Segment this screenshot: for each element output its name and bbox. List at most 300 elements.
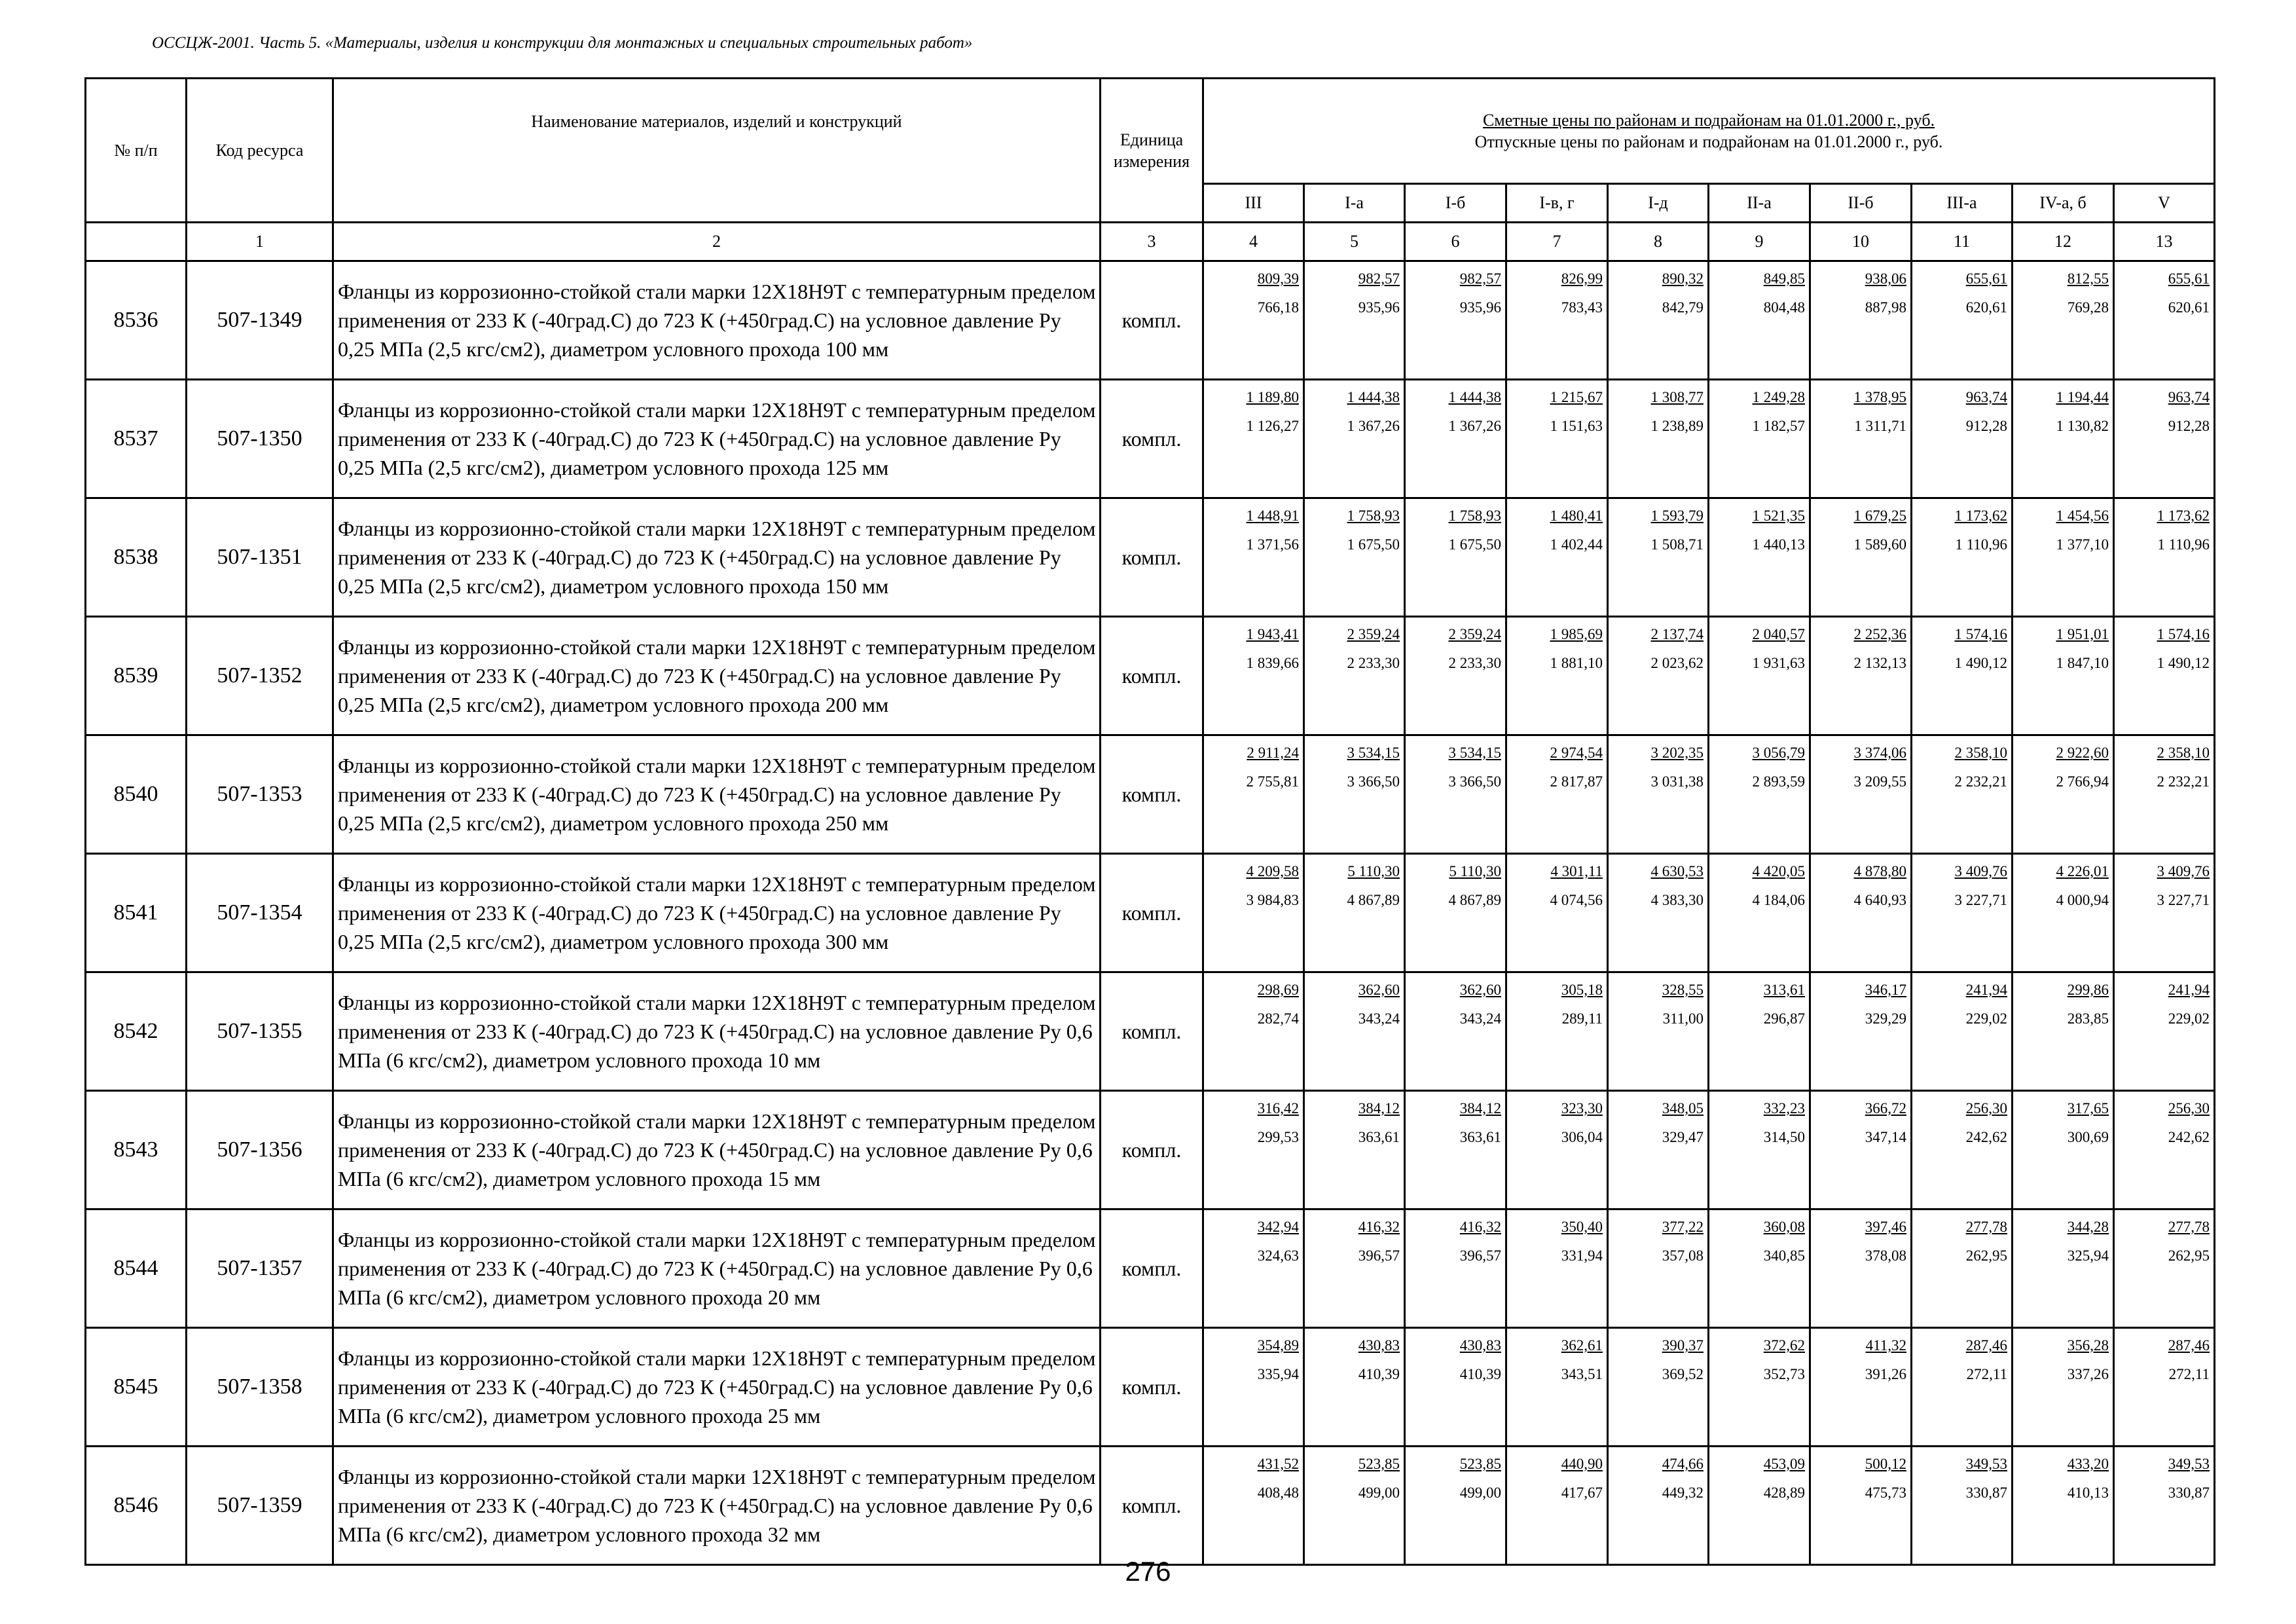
price-cell: [1506, 1447, 1608, 1565]
prices-subtitle: Отпускные цены по районам и подрайонам на 01.01.2000 г., руб.: [1474, 132, 1943, 151]
region-header: I-д: [1608, 184, 1709, 223]
price-cell: [1709, 1447, 1810, 1565]
estimated-price: 3 374,06: [1853, 745, 1906, 761]
release-price: 329,29: [1865, 1010, 1906, 1027]
price-cell: [1506, 1091, 1608, 1209]
price-cell: [1405, 1091, 1506, 1209]
release-price: 620,61: [2168, 299, 2210, 316]
price-cell: [1203, 1209, 1304, 1328]
price-cell: [2114, 1328, 2215, 1447]
unit-of-measure: компл.: [1101, 972, 1203, 1091]
estimated-price: 1 173,62: [2157, 507, 2210, 524]
unit-of-measure: компл.: [1101, 261, 1203, 380]
estimated-price: 1 454,56: [2056, 507, 2109, 524]
estimated-price: 366,72: [1865, 1100, 1906, 1116]
estimated-price: 1 308,77: [1650, 389, 1704, 405]
release-price: 1 371,56: [1246, 536, 1299, 553]
release-price: 396,57: [1358, 1247, 1400, 1264]
price-cell: [1506, 380, 1608, 498]
release-price: 330,87: [1965, 1485, 2007, 1501]
price-cell: [1203, 1091, 1304, 1209]
release-price: 4 867,89: [1347, 892, 1400, 908]
estimated-price: 348,05: [1662, 1100, 1704, 1116]
region-header: I-в, г: [1506, 184, 1608, 223]
region-header: III: [1203, 184, 1304, 223]
price-cell: [1912, 498, 2013, 617]
release-price: 340,85: [1763, 1247, 1805, 1264]
estimated-price: 328,55: [1662, 982, 1704, 998]
item-name: Фланцы из коррозионно-стойкой стали марки 12Х18Н9Т с температурным пределом применения от 233 К (-40град.С) до 723 К (+450град.С) на условное давление Ру 0,25 МПа (2,5 кгс/см2), диаметром условного прохода 200 мм: [333, 617, 1101, 735]
estimated-price: 397,46: [1865, 1219, 1906, 1235]
unit-of-measure: компл.: [1101, 617, 1203, 735]
price-cell: [1506, 735, 1608, 854]
release-price: 242,62: [1965, 1129, 2007, 1145]
release-price: 1 402,44: [1550, 536, 1603, 553]
release-price: 357,08: [1662, 1247, 1704, 1264]
estimated-price: 500,12: [1865, 1456, 1906, 1472]
estimated-price: 354,89: [1257, 1337, 1299, 1354]
price-cell: [2013, 1447, 2114, 1565]
column-number: 3: [1101, 223, 1203, 261]
estimated-price: 849,85: [1763, 270, 1805, 287]
release-price: 299,53: [1257, 1129, 1299, 1145]
estimated-price: 287,46: [1965, 1337, 2007, 1354]
row-number: 8543: [86, 1091, 187, 1209]
region-header: II-б: [1810, 184, 1912, 223]
estimated-price: 2 040,57: [1752, 626, 1805, 642]
price-cell: [1506, 498, 1608, 617]
release-price: 1 508,71: [1650, 536, 1704, 553]
resource-code: 507-1355: [187, 972, 333, 1091]
release-price: 1 110,96: [2157, 536, 2210, 553]
estimated-price: 372,62: [1763, 1337, 1805, 1354]
page-number: 276: [1125, 1556, 1171, 1587]
price-cell: [1810, 617, 1912, 735]
release-price: 331,94: [1561, 1247, 1603, 1264]
price-cell: [1709, 498, 1810, 617]
release-price: 410,39: [1459, 1366, 1501, 1382]
estimated-price: 2 974,54: [1550, 745, 1603, 761]
price-cell: [2114, 1447, 2215, 1565]
release-price: 887,98: [1865, 299, 1906, 316]
estimated-price: 299,86: [2067, 982, 2109, 998]
release-price: 4 640,93: [1853, 892, 1906, 908]
release-price: 4 184,06: [1752, 892, 1805, 908]
release-price: 347,14: [1865, 1129, 1906, 1145]
release-price: 363,61: [1358, 1129, 1400, 1145]
price-cell: [1405, 617, 1506, 735]
estimated-price: 2 252,36: [1853, 626, 1906, 642]
row-number: 8542: [86, 972, 187, 1091]
estimated-price: 1 574,16: [1954, 626, 2007, 642]
estimated-price: 3 409,76: [1954, 863, 2007, 879]
release-price: 2 755,81: [1246, 773, 1299, 790]
col-header-name: Наименование материалов, изделий и конструкций: [333, 79, 1101, 223]
price-cell: [1203, 854, 1304, 972]
release-price: 4 000,94: [2056, 892, 2109, 908]
release-price: 769,28: [2067, 299, 2109, 316]
estimated-price: 344,28: [2067, 1219, 2109, 1235]
estimated-price: 1 189,80: [1246, 389, 1299, 405]
estimated-price: 323,30: [1561, 1100, 1603, 1116]
price-cell: [2114, 735, 2215, 854]
price-cell: [1304, 854, 1405, 972]
estimated-price: 287,46: [2168, 1337, 2210, 1354]
resource-code: 507-1358: [187, 1328, 333, 1447]
price-cell: [1405, 498, 1506, 617]
estimated-price: 362,60: [1459, 982, 1501, 998]
release-price: 1 675,50: [1448, 536, 1501, 553]
estimated-price: 1 444,38: [1448, 389, 1501, 405]
price-cell: [1608, 1328, 1709, 1447]
release-price: 4 867,89: [1448, 892, 1501, 908]
price-cell: [1506, 1328, 1608, 1447]
table-row: [86, 261, 2215, 380]
price-cell: [1405, 1328, 1506, 1447]
estimated-price: 963,74: [2168, 389, 2210, 405]
estimated-price: 2 911,24: [1247, 745, 1299, 761]
price-cell: [1810, 854, 1912, 972]
table-row: [86, 498, 2215, 617]
release-price: 4 074,56: [1550, 892, 1603, 908]
price-cell: [1912, 735, 2013, 854]
estimated-price: 809,39: [1257, 270, 1299, 287]
price-cell: [1203, 498, 1304, 617]
col-header-unit: Единица измерения: [1101, 79, 1203, 223]
price-cell: [1608, 1209, 1709, 1328]
row-number: 8544: [86, 1209, 187, 1328]
release-price: 306,04: [1561, 1129, 1603, 1145]
price-cell: [1810, 380, 1912, 498]
estimated-price: 963,74: [1965, 389, 2007, 405]
column-number: 10: [1810, 223, 1912, 261]
estimated-price: 4 420,05: [1752, 863, 1805, 879]
estimated-price: 277,78: [1965, 1219, 2007, 1235]
estimated-price: 1 444,38: [1347, 389, 1400, 405]
price-cell: [1709, 854, 1810, 972]
estimated-price: 1 480,41: [1550, 507, 1603, 524]
price-cell: [1608, 498, 1709, 617]
price-cell: [1709, 735, 1810, 854]
price-cell: [1709, 1328, 1810, 1447]
price-cell: [1405, 261, 1506, 380]
estimated-price: 430,83: [1459, 1337, 1501, 1354]
estimated-price: 349,53: [1965, 1456, 2007, 1472]
estimated-price: 1 173,62: [1954, 507, 2007, 524]
estimated-price: 4 209,58: [1246, 863, 1299, 879]
col-header-num: № п/п: [86, 79, 187, 223]
release-price: 330,87: [2168, 1485, 2210, 1501]
price-cell: [1405, 1209, 1506, 1328]
estimated-price: 1 194,44: [2056, 389, 2109, 405]
release-price: 1 490,12: [2157, 655, 2210, 671]
price-cell: [2114, 1091, 2215, 1209]
price-cell: [1506, 972, 1608, 1091]
table-row: [86, 1091, 2215, 1209]
release-price: 1 151,63: [1550, 418, 1603, 434]
price-cell: [1405, 380, 1506, 498]
resource-code: 507-1357: [187, 1209, 333, 1328]
price-cell: [1608, 1447, 1709, 1565]
release-price: 282,74: [1257, 1010, 1299, 1027]
estimated-price: 256,30: [1965, 1100, 2007, 1116]
estimated-price: 1 448,91: [1246, 507, 1299, 524]
prices-title: Сметные цены по районам и подрайонам на 01.01.2000 г., руб.: [1482, 111, 1935, 130]
estimated-price: 938,06: [1865, 270, 1906, 287]
resource-code: 507-1359: [187, 1447, 333, 1565]
release-price: 4 383,30: [1650, 892, 1704, 908]
price-cell: [1912, 854, 2013, 972]
estimated-price: 3 409,76: [2157, 863, 2210, 879]
row-number: 8540: [86, 735, 187, 854]
item-name: Фланцы из коррозионно-стойкой стали марки 12Х18Н9Т с температурным пределом применения от 233 К (-40град.С) до 723 К (+450град.С) на условное давление Ру 0,6 МПа (6 кгс/см2), диаметром условного прохода 20 мм: [333, 1209, 1101, 1328]
release-price: 396,57: [1459, 1247, 1501, 1264]
estimated-price: 356,28: [2067, 1337, 2109, 1354]
estimated-price: 3 202,35: [1650, 745, 1704, 761]
estimated-price: 474,66: [1662, 1456, 1704, 1472]
estimated-price: 433,20: [2067, 1456, 2109, 1472]
price-cell: [2013, 617, 2114, 735]
release-price: 3 366,50: [1347, 773, 1400, 790]
estimated-price: 390,37: [1662, 1337, 1704, 1354]
estimated-price: 411,32: [1865, 1337, 1906, 1354]
release-price: 325,94: [2067, 1247, 2109, 1264]
estimated-price: 349,53: [2168, 1456, 2210, 1472]
table-row: [86, 735, 2215, 854]
price-table: [84, 77, 2215, 1566]
estimated-price: 2 359,24: [1347, 626, 1400, 642]
release-price: 262,95: [2168, 1247, 2210, 1264]
price-cell: [1912, 261, 2013, 380]
release-price: 262,95: [1965, 1247, 2007, 1264]
column-number: 12: [2013, 223, 2114, 261]
estimated-price: 256,30: [2168, 1100, 2210, 1116]
price-cell: [1203, 1447, 1304, 1565]
item-name: Фланцы из коррозионно-стойкой стали марки 12Х18Н9Т с температурным пределом применения от 233 К (-40град.С) до 723 К (+450град.С) на условное давление Ру 0,25 МПа (2,5 кгс/см2), диаметром условного прохода 125 мм: [333, 380, 1101, 498]
unit-of-measure: компл.: [1101, 1209, 1203, 1328]
table-row: [86, 1447, 2215, 1565]
price-cell: [1304, 261, 1405, 380]
release-price: 272,11: [1966, 1366, 2007, 1382]
column-number: 2: [333, 223, 1101, 261]
release-price: 935,96: [1358, 299, 1400, 316]
price-cell: [1405, 1447, 1506, 1565]
estimated-price: 362,61: [1561, 1337, 1603, 1354]
price-cell: [2114, 498, 2215, 617]
resource-code: 507-1349: [187, 261, 333, 380]
column-number: 5: [1304, 223, 1405, 261]
estimated-price: 384,12: [1459, 1100, 1501, 1116]
price-cell: [1304, 1091, 1405, 1209]
price-cell: [1506, 261, 1608, 380]
price-cell: [1203, 735, 1304, 854]
column-number: 7: [1506, 223, 1608, 261]
estimated-price: 384,12: [1358, 1100, 1400, 1116]
column-number: 11: [1912, 223, 2013, 261]
price-cell: [1506, 854, 1608, 972]
price-cell: [2013, 498, 2114, 617]
estimated-price: 523,85: [1358, 1456, 1400, 1472]
release-price: 335,94: [1257, 1366, 1299, 1382]
column-number: 8: [1608, 223, 1709, 261]
column-number: 9: [1709, 223, 1810, 261]
table-row: [86, 854, 2215, 972]
release-price: 1 182,57: [1752, 418, 1805, 434]
price-cell: [1304, 1447, 1405, 1565]
price-cell: [1304, 617, 1405, 735]
estimated-price: 416,32: [1459, 1219, 1501, 1235]
price-cell: [1506, 1209, 1608, 1328]
price-cell: [1810, 1328, 1912, 1447]
price-cell: [1912, 1328, 2013, 1447]
release-price: 1 881,10: [1550, 655, 1603, 671]
row-number: 8537: [86, 380, 187, 498]
release-price: 329,47: [1662, 1129, 1704, 1145]
release-price: 391,26: [1865, 1366, 1906, 1382]
item-name: Фланцы из коррозионно-стойкой стали марки 12Х18Н9Т с температурным пределом применения от 233 К (-40град.С) до 723 К (+450град.С) на условное давление Ру 0,25 МПа (2,5 кгс/см2), диаметром условного прохода 300 мм: [333, 854, 1101, 972]
release-price: 3 227,71: [1954, 892, 2007, 908]
release-price: 804,48: [1763, 299, 1805, 316]
price-cell: [2114, 617, 2215, 735]
estimated-price: 1 943,41: [1246, 626, 1299, 642]
estimated-price: 5 110,30: [1449, 863, 1501, 879]
estimated-price: 377,22: [1662, 1219, 1704, 1235]
region-header: IV-а, б: [2013, 184, 2114, 223]
release-price: 337,26: [2067, 1366, 2109, 1382]
release-price: 343,24: [1459, 1010, 1501, 1027]
release-price: 1 490,12: [1954, 655, 2007, 671]
region-header: I-б: [1405, 184, 1506, 223]
release-price: 3 227,71: [2157, 892, 2210, 908]
release-price: 1 367,26: [1347, 418, 1400, 434]
release-price: 417,67: [1561, 1485, 1603, 1501]
release-price: 369,52: [1662, 1366, 1704, 1382]
estimated-price: 241,94: [1965, 982, 2007, 998]
release-price: 410,13: [2067, 1485, 2109, 1501]
release-price: 842,79: [1662, 299, 1704, 316]
release-price: 2 766,94: [2056, 773, 2109, 790]
estimated-price: 305,18: [1561, 982, 1603, 998]
estimated-price: 2 922,60: [2056, 745, 2109, 761]
release-price: 2 893,59: [1752, 773, 1805, 790]
price-cell: [1709, 1091, 1810, 1209]
estimated-price: 350,40: [1561, 1219, 1603, 1235]
release-price: 499,00: [1459, 1485, 1501, 1501]
unit-of-measure: компл.: [1101, 1091, 1203, 1209]
release-price: 2 233,30: [1448, 655, 1501, 671]
release-price: 3 209,55: [1853, 773, 1906, 790]
column-number: 13: [2114, 223, 2215, 261]
price-cell: [2013, 261, 2114, 380]
row-number: 8546: [86, 1447, 187, 1565]
region-header: III-а: [1912, 184, 2013, 223]
estimated-price: 982,57: [1358, 270, 1400, 287]
estimated-price: 5 110,30: [1347, 863, 1400, 879]
price-cell: [1810, 261, 1912, 380]
estimated-price: 360,08: [1763, 1219, 1805, 1235]
release-price: 324,63: [1257, 1247, 1299, 1264]
release-price: 1 367,26: [1448, 418, 1501, 434]
price-cell: [1810, 735, 1912, 854]
release-price: 912,28: [1965, 418, 2007, 434]
release-price: 2 232,21: [2157, 773, 2210, 790]
release-price: 766,18: [1257, 299, 1299, 316]
price-cell: [1709, 261, 1810, 380]
release-price: 428,89: [1763, 1485, 1805, 1501]
release-price: 3 984,83: [1246, 892, 1299, 908]
resource-code: 507-1353: [187, 735, 333, 854]
release-price: 343,24: [1358, 1010, 1400, 1027]
estimated-price: 316,42: [1257, 1100, 1299, 1116]
release-price: 363,61: [1459, 1129, 1501, 1145]
table-row: [86, 617, 2215, 735]
resource-code: 507-1351: [187, 498, 333, 617]
release-price: 449,32: [1662, 1485, 1704, 1501]
price-cell: [1405, 854, 1506, 972]
estimated-price: 332,23: [1763, 1100, 1805, 1116]
release-price: 1 311,71: [1854, 418, 1906, 434]
release-price: 1 440,13: [1752, 536, 1805, 553]
table-row: [86, 1209, 2215, 1328]
release-price: 620,61: [1965, 299, 2007, 316]
release-price: 408,48: [1257, 1485, 1299, 1501]
estimated-price: 3 534,15: [1347, 745, 1400, 761]
item-name: Фланцы из коррозионно-стойкой стали марки 12Х18Н9Т с температурным пределом применения от 233 К (-40град.С) до 723 К (+450град.С) на условное давление Ру 0,6 МПа (6 кгс/см2), диаметром условного прохода 15 мм: [333, 1091, 1101, 1209]
release-price: 1 839,66: [1246, 655, 1299, 671]
release-price: 314,50: [1763, 1129, 1805, 1145]
row-number: 8545: [86, 1328, 187, 1447]
estimated-price: 4 226,01: [2056, 863, 2109, 879]
col-header-prices: [1203, 79, 2215, 184]
release-price: 352,73: [1763, 1366, 1805, 1382]
estimated-price: 1 378,95: [1853, 389, 1906, 405]
price-cell: [1709, 380, 1810, 498]
estimated-price: 317,65: [2067, 1100, 2109, 1116]
price-cell: [1405, 972, 1506, 1091]
price-cell: [1506, 617, 1608, 735]
price-cell: [2114, 854, 2215, 972]
release-price: 229,02: [1965, 1010, 2007, 1027]
price-cell: [1203, 972, 1304, 1091]
release-price: 2 232,21: [1954, 773, 2007, 790]
estimated-price: 1 679,25: [1853, 507, 1906, 524]
resource-code: 507-1350: [187, 380, 333, 498]
release-price: 1 130,82: [2056, 418, 2109, 434]
price-cell: [1709, 617, 1810, 735]
price-cell: [2114, 380, 2215, 498]
price-cell: [1304, 1328, 1405, 1447]
price-cell: [1709, 972, 1810, 1091]
estimated-price: 1 758,93: [1347, 507, 1400, 524]
price-cell: [2013, 1209, 2114, 1328]
estimated-price: 523,85: [1459, 1456, 1501, 1472]
estimated-price: 2 359,24: [1448, 626, 1501, 642]
release-price: 912,28: [2168, 418, 2210, 434]
release-price: 935,96: [1459, 299, 1501, 316]
release-price: 1 931,63: [1752, 655, 1805, 671]
estimated-price: 1 249,28: [1752, 389, 1805, 405]
price-cell: [1608, 261, 1709, 380]
estimated-price: 416,32: [1358, 1219, 1400, 1235]
price-cell: [1810, 1447, 1912, 1565]
release-price: 1 126,27: [1246, 418, 1299, 434]
item-name: Фланцы из коррозионно-стойкой стали марки 12Х18Н9Т с температурным пределом применения от 233 К (-40град.С) до 723 К (+450град.С) на условное давление Ру 0,6 МПа (6 кгс/см2), диаметром условного прохода 25 мм: [333, 1328, 1101, 1447]
release-price: 2 132,13: [1853, 655, 1906, 671]
price-cell: [1810, 1091, 1912, 1209]
price-cell: [1912, 1209, 2013, 1328]
estimated-price: 1 951,01: [2056, 626, 2109, 642]
column-number: 1: [187, 223, 333, 261]
